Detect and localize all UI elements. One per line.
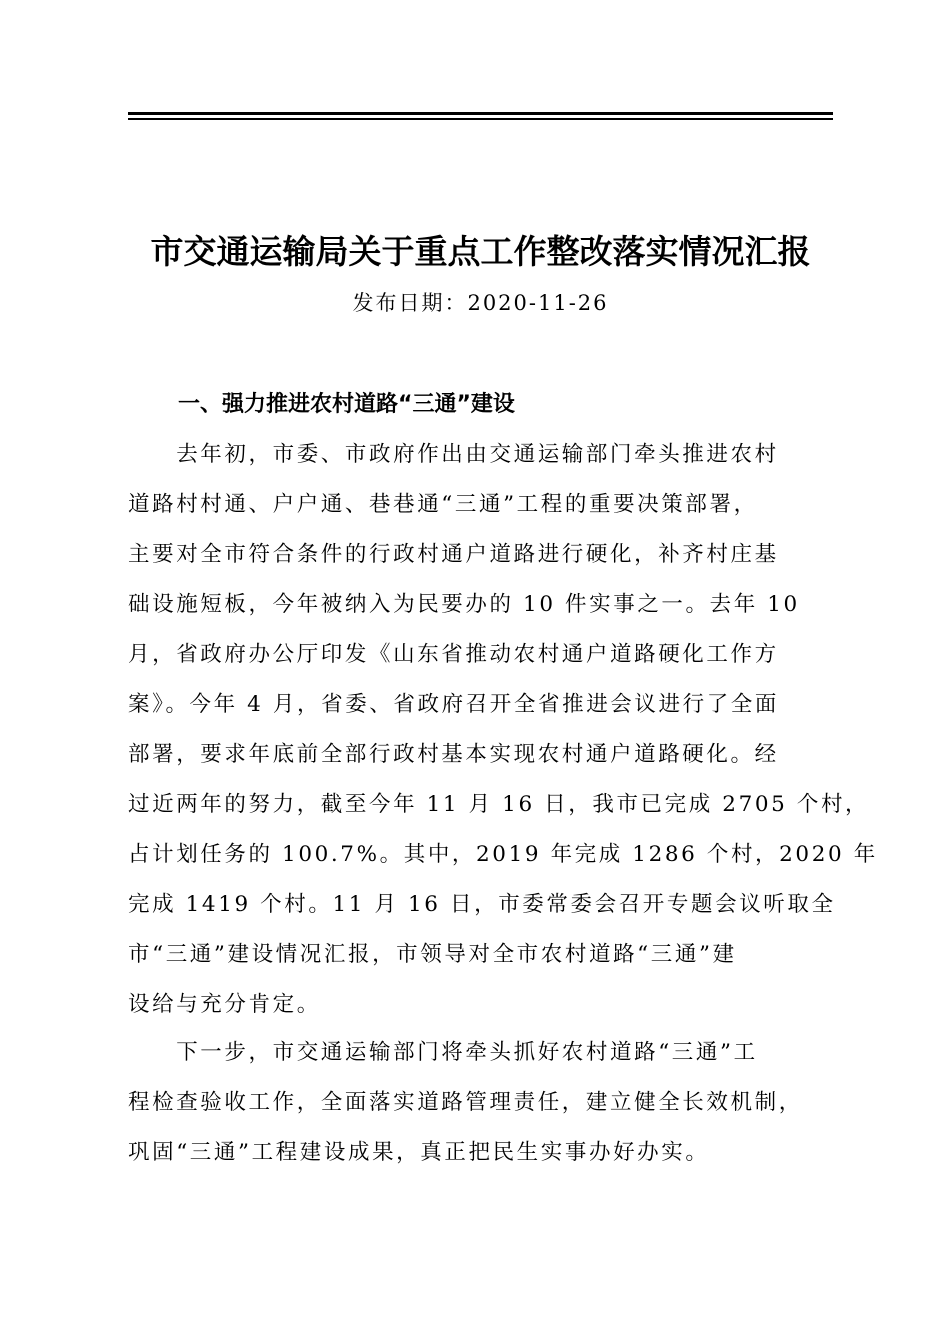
publish-date: 发布日期：2020-11-26 xyxy=(352,291,609,315)
paragraph-line: 道路村村通、户户通、巷巷通“三通”工程的重要决策部署， xyxy=(128,492,758,517)
paragraph-line: 占计划任务的 100.7%。其中，2019 年完成 1286 个村，2020 年 xyxy=(128,842,878,867)
section-heading: 一、强力推进农村道路“三通”建设 xyxy=(178,392,515,417)
paragraph-line: 月，省政府办公厅印发《山东省推动农村通户道路硬化工作方 xyxy=(128,642,779,667)
paragraph-1 xyxy=(128,430,878,1030)
paragraph-line: 部署，要求年底前全部行政村基本实现农村通户道路硬化。经 xyxy=(128,742,779,767)
header-double-rule xyxy=(128,112,833,120)
header-rule-thin xyxy=(128,118,833,120)
paragraph-line: 础设施短板，今年被纳入为民要办的 10 件实事之一。去年 10 xyxy=(128,592,800,617)
paragraph-line: 案》。今年 4 月，省委、省政府召开全省推进会议进行了全面 xyxy=(128,692,779,717)
paragraph-2 xyxy=(128,1028,840,1178)
paragraph-line: 下一步，市交通运输部门将牵头抓好农村道路“三通”工 xyxy=(128,1040,758,1065)
header-rule-thick xyxy=(128,112,833,115)
document-title: 市交通运输局关于重点工作整改落实情况汇报 xyxy=(150,232,811,271)
paragraph-line: 设给与充分肯定。 xyxy=(128,992,321,1017)
paragraph-line: 完成 1419 个村。11 月 16 日，市委常委会召开专题会议听取全 xyxy=(128,892,836,917)
paragraph-line: 市“三通”建设情况汇报，市领导对全市农村道路“三通”建 xyxy=(128,942,737,967)
paragraph-line: 程检查验收工作，全面落实道路管理责任，建立健全长效机制， xyxy=(128,1090,803,1115)
paragraph-line: 主要对全市符合条件的行政村通户道路进行硬化，补齐村庄基 xyxy=(128,542,779,567)
paragraph-line: 过近两年的努力，截至今年 11 月 16 日，我市已完成 2705 个村， xyxy=(128,792,870,817)
paragraph-line: 去年初，市委、市政府作出由交通运输部门牵头推进农村 xyxy=(128,442,779,467)
paragraph-line: 巩固“三通”工程建设成果，真正把民生实事办好办实。 xyxy=(128,1140,710,1165)
